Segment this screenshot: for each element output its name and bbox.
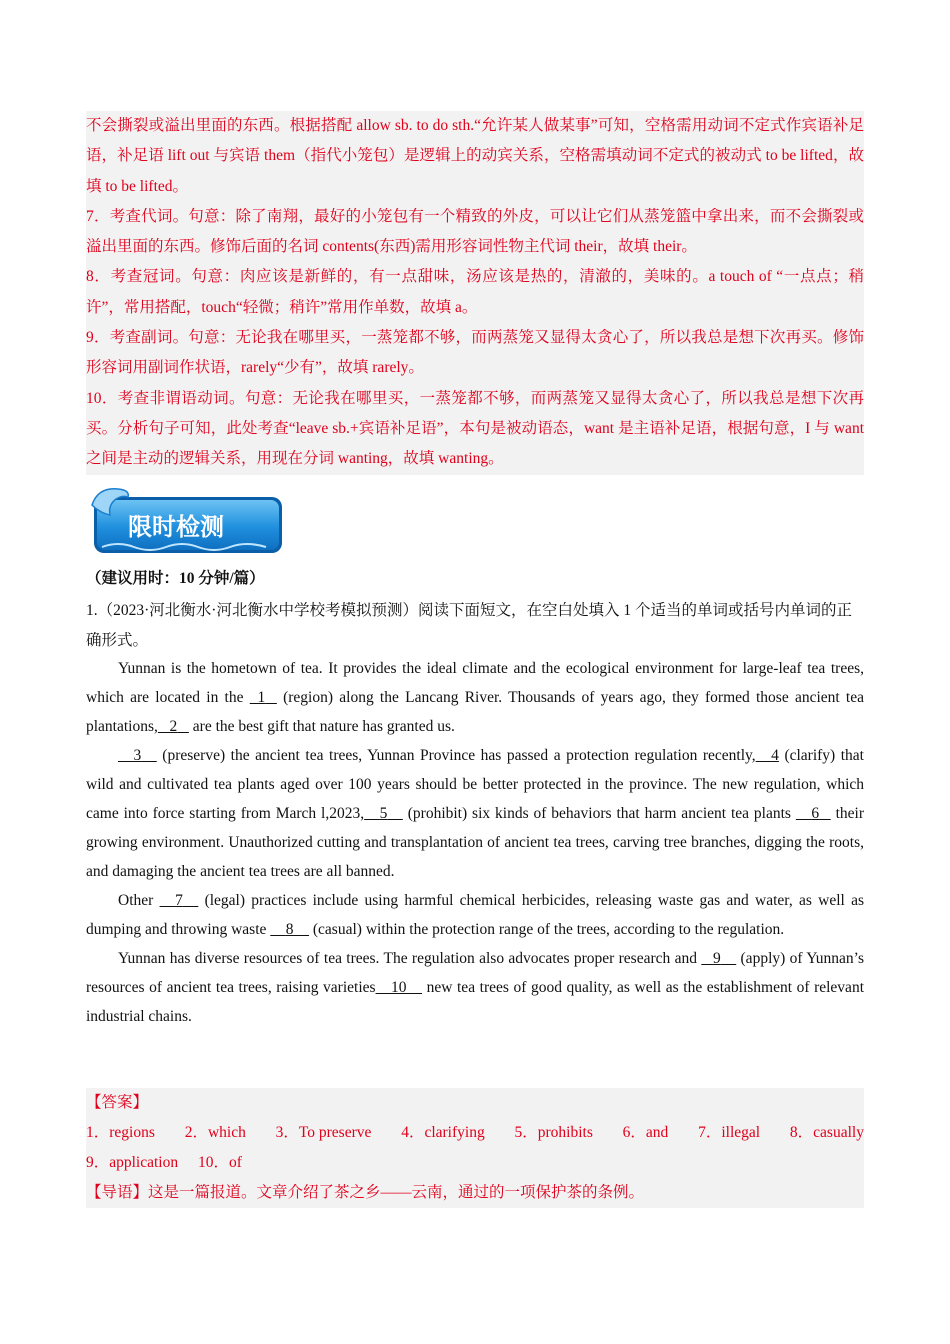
answer-item: 9．application bbox=[86, 1154, 179, 1171]
passage bbox=[86, 654, 864, 1031]
answer-item: 1．regions bbox=[86, 1124, 155, 1141]
answer-item: 2．which bbox=[184, 1124, 246, 1141]
badge-label: 限时检测 bbox=[128, 513, 224, 541]
blank-4[interactable]: 4 bbox=[771, 747, 779, 764]
analysis-para-7: 7．考查代词。句意：除了南翔，最好的小笼包有一个精致的外皮，可以让它们从蒸笼篮中拿出来，而不会撕裂或溢出里面的东西。修饰后面的名词 contents(东西)需用形容词性物主代词 their，故填 their。 bbox=[86, 207, 864, 256]
blank-9[interactable]: 9 bbox=[712, 950, 721, 967]
answer-item: 3．To preserve bbox=[275, 1124, 372, 1141]
answer-guide: 【导语】这是一篇报道。文章介绍了茶之乡——云南，通过的一项保护茶的条例。 bbox=[86, 1184, 645, 1201]
passage-para-2: 3 (preserve) the ancient tea trees, Yunnan Province has passed a protection regulation recently, 4 (clarify) that wild and cultivated tea plants aged over 100 years should be better protected in the province. The new regulation, which came into force starting from March l,2023, 5 (prohibit) six kinds of behaviors that harm ancient tea plants 6 their growing environment. Unauthorized cutting and transplantation of ancient tea trees, carving tree branches, digging the roots, and damaging the ancient tea trees are all banned. bbox=[86, 741, 864, 886]
analysis-para-9: 9．考查副词。句意：无论我在哪里买，一蒸笼都不够，而两蒸笼又显得太贪心了，所以我总是想下次再买。修饰形容词用副词作状语，rarely“少有”，故填 rarely。 bbox=[86, 329, 864, 377]
analysis-para-10: 10．考查非谓语动词。句意：无论我在哪里买，一蒸笼都不够，而两蒸笼又显得太贪心了，所以我总是想下次再买。分析句子可知，此处考查“leave sb.+宾语补足语”，本句是被动语态，want 是主语补足语，根据句意，I 与 want 之间是主动的逻辑关系，用现在分词 wanting，故填 wanting。 bbox=[86, 389, 864, 468]
blank-1[interactable]: 1 bbox=[257, 689, 266, 706]
blank-3[interactable]: 3 bbox=[133, 747, 142, 764]
passage-para-1: Yunnan is the hometown of tea. It provides the ideal climate and the ecological environment for large-leaf tea trees, which are located in the 1 (region) along the Lancang River. Thousands of years ago, they formed those ancient tea plantations, 2 are the best gift that nature has granted us. bbox=[86, 654, 864, 741]
blank-6[interactable]: 6 bbox=[811, 805, 820, 822]
blank-5[interactable]: 5 bbox=[379, 805, 388, 822]
blank-7[interactable]: 7 bbox=[175, 892, 183, 909]
question-intro: 1.（2023·河北衡水·河北衡水中学校考模拟预测）阅读下面短文，在空白处填入 1 个适当的单词或括号内单词的正确形式。 bbox=[86, 602, 852, 649]
answer-item: 10．of bbox=[198, 1154, 242, 1171]
analysis-para-0: 不会撕裂或溢出里面的东西。根据搭配 allow sb. to do sth.“允许某人做某事”可知，空格需用动词不定式作宾语补足语，补足语 lift out 与宾语 them（指代小笼包）是逻辑上的动宾关系，空格需填动词不定式的被动式 to be lifted，故填 to be lifted。 bbox=[86, 117, 864, 195]
timed-test-badge bbox=[88, 483, 284, 557]
blank-10[interactable]: 10 bbox=[391, 979, 407, 996]
answer-row-2 bbox=[86, 1148, 864, 1178]
blank-8[interactable]: 8 bbox=[285, 921, 294, 938]
answer-item: 7．illegal bbox=[698, 1124, 761, 1141]
passage-para-3: Other 7 (legal) practices include using harmful chemical herbicides, releasing waste gas and water, as well as dumping and throwing waste 8 (casual) within the protection range of the trees, according to the regulation. bbox=[86, 886, 864, 944]
analysis-box bbox=[86, 111, 864, 475]
answer-item: 6．and bbox=[622, 1124, 669, 1141]
answer-item: 4．clarifying bbox=[401, 1124, 485, 1141]
blank-2[interactable]: 2 bbox=[169, 718, 178, 735]
answer-item: 8．casually bbox=[789, 1124, 864, 1141]
answer-box bbox=[86, 1088, 864, 1208]
answer-row-1 bbox=[86, 1118, 864, 1148]
answer-heading: 【答案】 bbox=[86, 1094, 149, 1111]
suggested-time: （建议用时：10 分钟/篇） bbox=[86, 570, 265, 587]
answer-item: 5．prohibits bbox=[514, 1124, 593, 1141]
analysis-para-8: 8．考查冠词。句意：肉应该是新鲜的，有一点甜味，汤应该是热的，清澈的，美味的。a touch of “一点点；稍许”，常用搭配，touch“轻微；稍许”常用作单数，故填 a。 bbox=[86, 268, 864, 316]
passage-para-4: Yunnan has diverse resources of tea trees. The regulation also advocates proper research and 9 (apply) of Yunnan’s resources of ancient tea trees, raising varieties 10 new tea trees of good quality, as well as the establishment of relevant industrial chains. bbox=[86, 944, 864, 1031]
